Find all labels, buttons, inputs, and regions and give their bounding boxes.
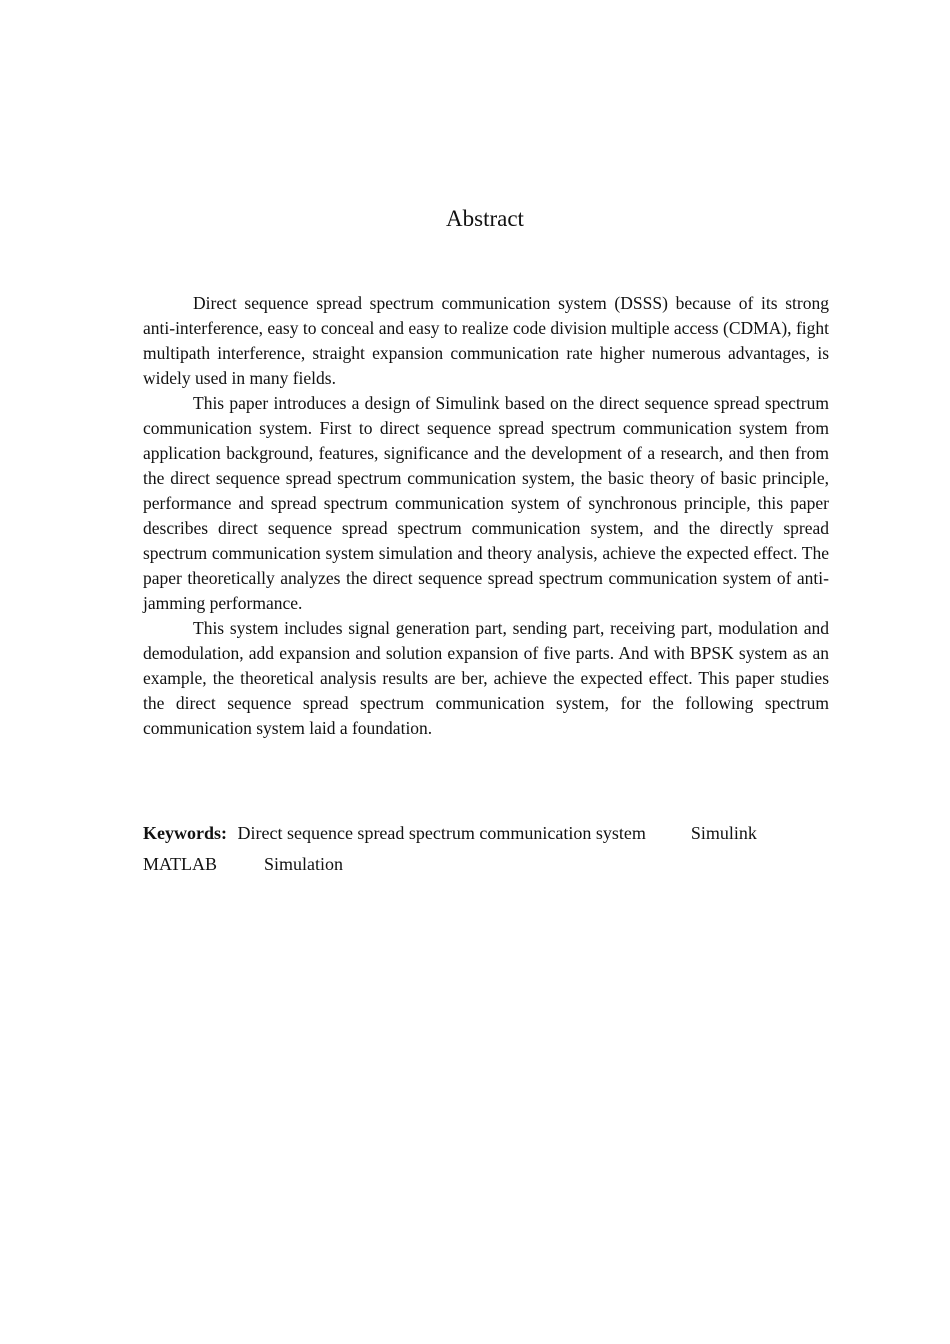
keywords-line-1 (143, 818, 833, 849)
keyword: Direct sequence spread spectrum communication system (237, 823, 646, 843)
keyword: MATLAB (143, 854, 218, 874)
abstract-title: Abstract (446, 206, 524, 231)
keywords-label: Keywords: (143, 823, 227, 843)
abstract-paragraph: This system includes signal generation part, sending part, receiving part, modulation and demodulation, add expansion and solution expansion of five parts. And with BPSK system as an example, the theoretical analysis results are ber, achieve the expected effect. This paper studies the direct sequence spread spectrum communication system, for the following spectrum communication system laid a foundation. (143, 618, 829, 738)
keyword: Simulation (264, 854, 344, 874)
keywords-line-2 (143, 849, 833, 880)
abstract-paragraph: This paper introduces a design of Simulink based on the direct sequence spread spectrum communication system. First to direct sequence spread spectrum communication system from application background, features, significance and the development of a research, and then from the direct sequence spread spectrum communication system, the basic theory of basic principle, performance and spread spectrum communication system of synchronous principle, this paper describes direct sequence spread spectrum communication system, and the directly spread spectrum communication system simulation and theory analysis, achieve the expected effect. The paper theoretically analyzes the direct sequence spread spectrum communication system of anti-jamming performance. (143, 393, 829, 613)
abstract-body (143, 291, 829, 741)
abstract-paragraph: Direct sequence spread spectrum communication system (DSSS) because of its strong anti-interference, easy to conceal and easy to realize code division multiple access (CDMA), fight multipath interference, straight expansion communication rate higher numerous advantages, is widely used in many fields. (143, 293, 829, 388)
keywords-section (143, 818, 833, 880)
keyword: Simulink (690, 823, 757, 843)
